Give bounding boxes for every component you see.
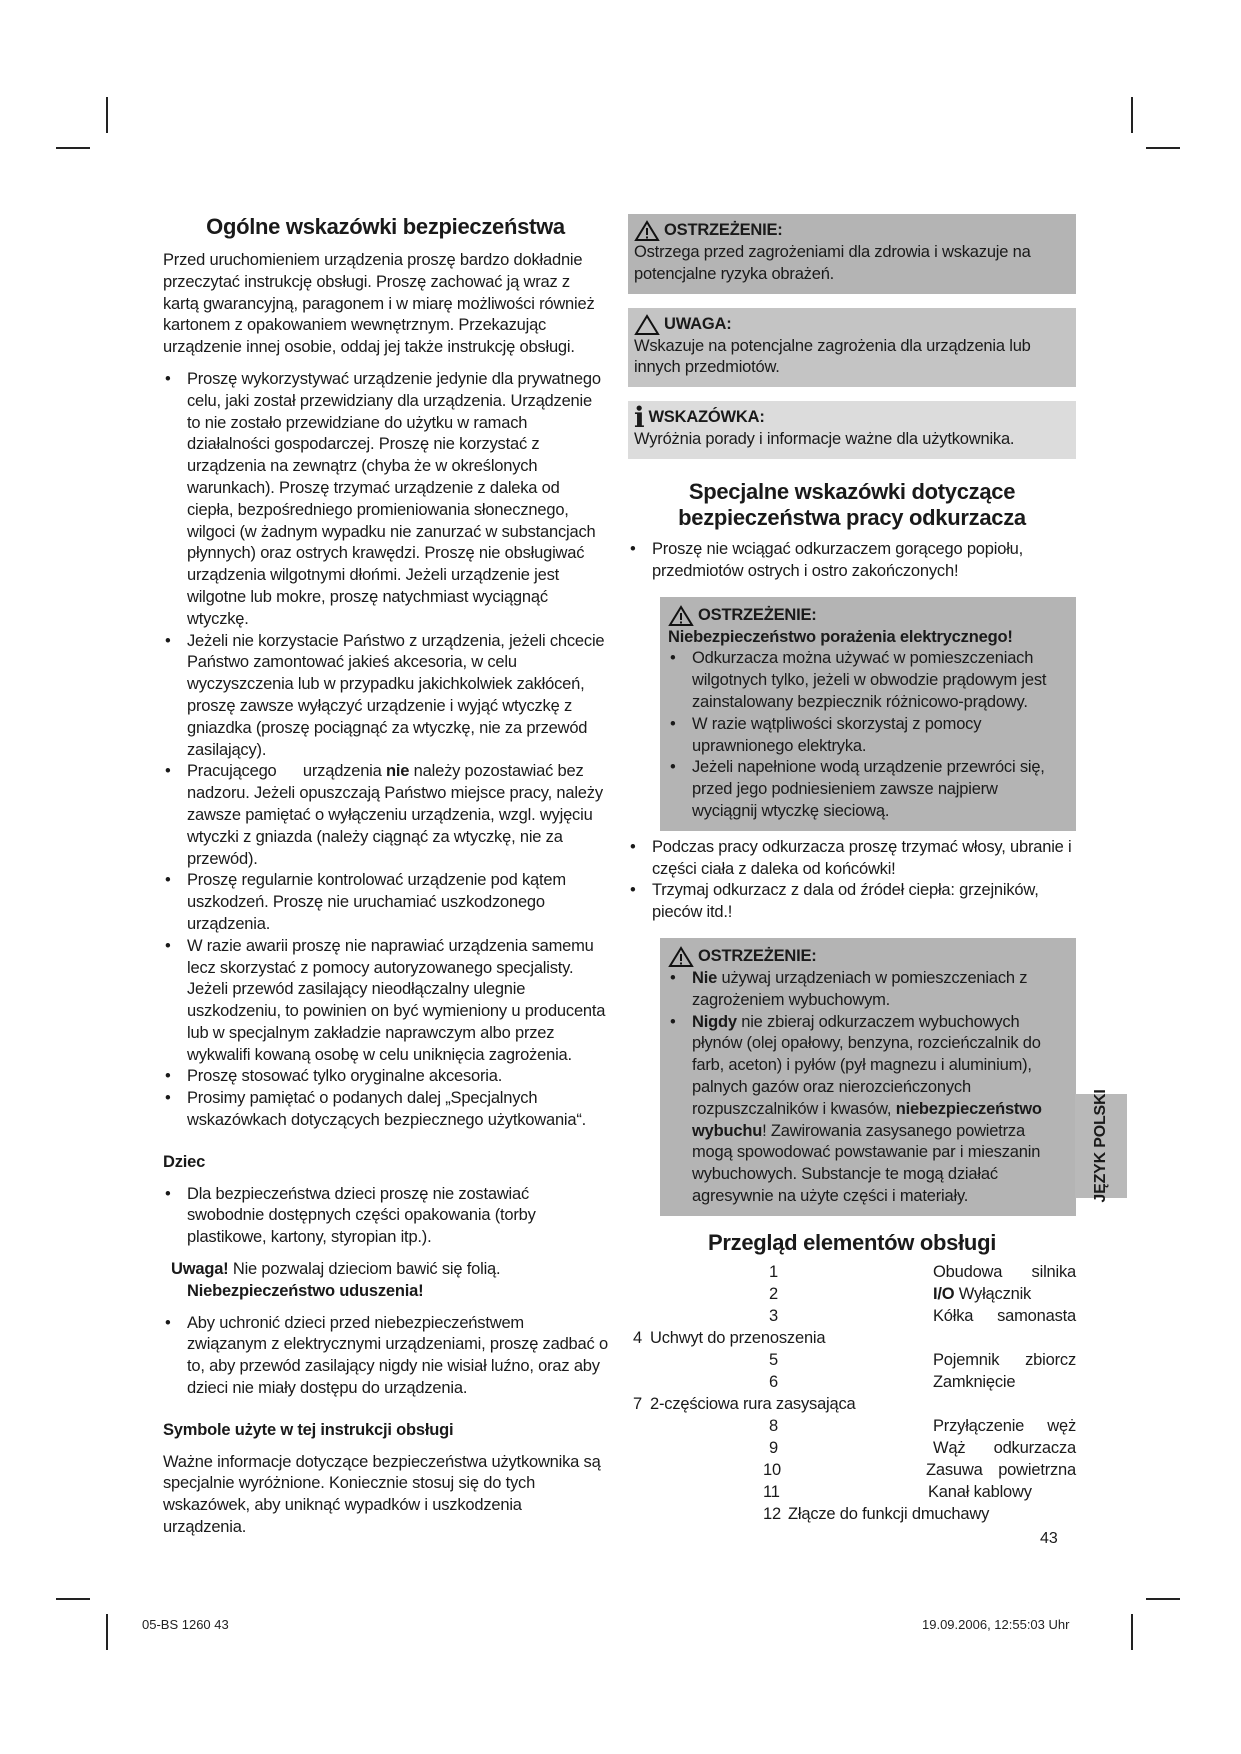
parts-overview-title: Przegląd elementów obsługi xyxy=(707,1229,997,1255)
hint-legend-box: i WSKAZÓWKA: Wyróżnia porady i informacje ważne dla użytkownika. xyxy=(628,401,1076,459)
list-item: • Jeżeli napełnione wodą urządzenie przewróci się, przed jego podniesieniem zawsze najpierw wyciągnij wtyczkę sieciową. xyxy=(668,757,1066,822)
part-row: 9 Wąż odkurzacza xyxy=(769,1438,1076,1457)
part-row: 1 Obudowa silnika xyxy=(769,1262,1076,1281)
caution-label: Uwaga! xyxy=(171,1260,229,1279)
left-column xyxy=(163,214,608,1539)
electric-warning-box: OSTRZEŻENIE: Niebezpieczeństwo porażenia elektrycznego! • Odkurzacza można używać w pomieszczeniach wilgotnych tylko, jeżeli w obwodzie prądowym jest zainstalowany bezpiecznik różnicowo-prądowy. • W razie wątpliwości skorzystaj z pomocy uprawnionego elektryka. • Jeżeli napełnione wodą urządzenie przewróci się, przed jego podniesieniem zawsze najpierw wyciągnij wtyczkę sieciową. xyxy=(660,597,1076,831)
list-item: • W razie awarii proszę nie naprawiać urządzenia samemu lecz skorzystać z pomocy autoryzowanego specjalisty. Jeżeli przewód zasilający nieodłączalny ulegnie uszkodzeniu, to powinien on być wymieniony u producenta lub w specjalnym zakładzie naprawczym albo przez wykwalifi kowaną osobę w celu uniknięcia zagrożenia. xyxy=(163,936,608,1067)
list-item: • Trzymaj odkurzacz z dala od źródeł ciepła: grzejników, pieców itd.! xyxy=(628,880,1076,924)
children-list-2 xyxy=(163,1313,608,1400)
part-row: 8 Przyłączenie węż xyxy=(769,1416,1076,1435)
crop-mark xyxy=(1131,97,1133,133)
list-item: • Nigdy nie zbieraj odkurzaczem wybuchowych płynów (olej opałowy, benzyna, rozcieńczalnik do farb, aceton) i pyłów (pył magnezu i aluminium), palnych gazów oraz nierozcieńczonych rozpuszczalników i kwasów, niebezpieczeństwo wybuchu! Zawirowania zasysanego powietrza mogą spowodować powstawanie par i mieszanin wybuchowych. Substancje te mogą działać agresywnie na użyte części i materiały. xyxy=(668,1012,1066,1208)
crop-mark xyxy=(1146,1598,1180,1600)
list-item: • Proszę regularnie kontrolować urządzenie pod kątem uszkodzeń. Proszę nie uruchamiać uszkodzonego urządzenia. xyxy=(163,870,608,935)
footer-file-ref: 05-BS 1260 43 xyxy=(142,1617,229,1632)
list-item: • Nie używaj urządzeniach w pomieszczeniach z zagrożeniem wybuchowym. xyxy=(668,968,1066,1012)
warning-triangle-icon xyxy=(668,946,694,968)
part-row: 6 Zamknięcie xyxy=(769,1372,1016,1391)
crop-mark xyxy=(106,97,108,133)
special-safety-title: Specjalne wskazówki dotyczące bezpieczeństwa pracy odkurzacza xyxy=(678,478,1026,530)
list-item: • Jeżeli nie korzystacie Państwo z urządzenia, jeżeli chcecie Państwo zamontować jakieś akcesoria, w celu wyczyszczenia lub w przypadku jakichkolwiek zakłóceń, proszę zawsze wyłączyć urządzenie i wyjąć wtyczkę z gniazdka (proszę pociągnąć za wtyczkę, nie za przewód zasilający). xyxy=(163,631,608,762)
special-list-2 xyxy=(628,837,1076,924)
warning-legend-box: OSTRZEŻENIE: Ostrzega przed zagrożeniami dla zdrowia i wskazuje na potencjalne ryzyka obrażeń. xyxy=(628,214,1076,294)
warning-triangle-icon xyxy=(668,605,694,627)
footer-timestamp: 19.09.2006, 12:55:03 Uhr xyxy=(922,1617,1070,1632)
crop-mark xyxy=(106,1614,108,1650)
crop-mark xyxy=(1131,1614,1133,1650)
list-item: • Proszę stosować tylko oryginalne akcesoria. xyxy=(163,1066,608,1088)
list-item: • W razie wątpliwości skorzystaj z pomocy uprawnionego elektryka. xyxy=(668,714,1066,758)
explosion-warning-box: OSTRZEŻENIE: • Nie używaj urządzeniach w pomieszczeniach z zagrożeniem wybuchowym. • Nigdy nie zbieraj odkurzaczem wybuchowych płynów (olej opałowy, benzyna, rozcieńczalnik do farb, aceton) i pyłów (pył magnezu i aluminium), palnych gazów oraz nierozcieńczonych rozpuszczalników i kwasów, niebezpieczeństwo wybuchu! Zawirowania zasysanego powietrza mogą spowodować powstawanie par i mieszanin wybuchowych. Substancje te mogą działać agresywnie na użyte części i materiały. xyxy=(660,938,1076,1216)
general-safety-title: Ogólne wskazówki bezpieczeństwa xyxy=(206,214,565,239)
symbols-heading: Symbole użyte w tej instrukcji obsługi xyxy=(163,1420,454,1439)
part-row: 4 Uchwyt do przenoszenia xyxy=(633,1328,826,1347)
page-number: 43 xyxy=(1040,1530,1058,1547)
caution-note: Uwaga! Nie pozwalaj dzieciom bawić się folią. Niebezpieczeństwo uduszenia! xyxy=(171,1260,501,1300)
part-row: 5 Pojemnik zbiorcz xyxy=(769,1350,1076,1369)
suffocation-warning: Niebezpieczeństwo uduszenia! xyxy=(187,1281,424,1300)
list-item: • Dla bezpieczeństwa dzieci proszę nie zostawiać swobodnie dostępnych części opakowania (torby plastikowe, kartony, styropian itp.). xyxy=(163,1184,608,1249)
crop-mark xyxy=(1146,147,1180,149)
symbols-text: Ważne informacje dotyczące bezpieczeństwa użytkownika są specjalnie wyróżnione. Koniecznie stosuj się do tych wskazówek, aby uniknąć wypadków i uszkodzenia urządzenia. xyxy=(163,1452,601,1537)
part-row: 2 I/O Wyłącznik xyxy=(769,1284,1032,1303)
crop-mark xyxy=(56,1598,90,1600)
part-row: 12 Złącze do funkcji dmuchawy xyxy=(763,1504,990,1523)
list-item: • Podczas pracy odkurzacza proszę trzymać włosy, ubranie i części ciała z daleka od końcówki! xyxy=(628,837,1076,881)
safety-list xyxy=(163,369,608,1132)
crop-mark xyxy=(56,147,90,149)
children-heading: Dziec xyxy=(163,1152,206,1171)
info-icon: i xyxy=(634,401,645,435)
intro-text: Przed uruchomieniem urządzenia proszę bardzo dokładnie przeczytać instrukcję obsługi. Proszę zachować ją wraz z kartą gwarancyjną, paragonem i w miarę możliwości również kartonem z opakowaniem wewnętrznym. Przekazując urządzenie innej osobie, oddaj jej także instrukcję obsługi. xyxy=(163,251,595,357)
list-item: • Proszę nie wciągać odkurzaczem gorącego popiołu, przedmiotów ostrych i ostro zakończonych! xyxy=(628,539,1076,583)
part-row: 10 Zasuwa powietrzna xyxy=(763,1460,1076,1479)
part-row: 11 Kanał kablowy xyxy=(763,1482,1032,1501)
list-item: • Odkurzacza można używać w pomieszczeniach wilgotnych tylko, jeżeli w obwodzie prądowym jest zainstalowany bezpiecznik różnicowo-prądowy. xyxy=(668,648,1066,713)
list-item: • Aby uchronić dzieci przed niebezpieczeństwem związanym z elektrycznymi urządzeniami, proszę zadbać o to, aby przewód zasilający nigdy nie wisiał luźno, oraz aby dzieci nie miały dostępu do urządzenia. xyxy=(163,1313,608,1400)
part-row: 3 Kółka samonasta xyxy=(769,1306,1076,1325)
list-item: • Pracującego urządzenia nie należy pozostawiać bez nadzoru. Jeżeli opuszczają Państwo miejsce pracy, należy zawsze pamiętać o wyłączeniu urządzenia, wzgl. wyjęciu wtyczki z gniazda (należy ciągnąć za wtyczkę, nie za przewód). xyxy=(163,761,608,870)
electric-shock-subtitle: Niebezpieczeństwo porażenia elektrycznego! xyxy=(668,627,1013,646)
caution-legend-box: UWAGA: Wskazuje na potencjalne zagrożenia dla urządzenia lub innych przedmiotów. xyxy=(628,308,1076,388)
special-list-1 xyxy=(628,539,1076,583)
list-item: • Proszę wykorzystywać urządzenie jedynie dla prywatnego celu, jaki został przewidziany dla urządzenia. Urządzenie to nie zostało przewidziane do użytku w ramach działalności gospodarczej. Proszę nie korzystać z urządzenia na zewnątrz (chyba że w określonych warunkach). Proszę trzymać urządzenie z daleka od ciepła, bezpośredniego promieniowania słonecznego, wilgoci (w żadnym wypadku nie zanurzać w substancjach płynnych) oraz ostrych krawędzi. Proszę nie obsługiwać urządzenia wilgotnymi dłońmi. Jeżeli urządzenie jest wilgotne lub mokre, proszę natychmiast wyciągnąć wtyczkę. xyxy=(163,369,608,631)
warning-triangle-icon xyxy=(634,220,660,242)
parts-list xyxy=(628,1262,1076,1522)
right-column xyxy=(628,214,1076,1522)
children-list xyxy=(163,1184,608,1249)
caution-triangle-icon xyxy=(634,314,660,336)
part-row: 7 2-częściowa rura zasysająca xyxy=(633,1394,856,1413)
list-item: • Prosimy pamiętać o podanych dalej „Specjalnych wskazówkach dotyczących bezpiecznego użytkowania“. xyxy=(163,1088,608,1132)
language-side-tab: JĘZYK POLSKI xyxy=(1075,1094,1127,1198)
